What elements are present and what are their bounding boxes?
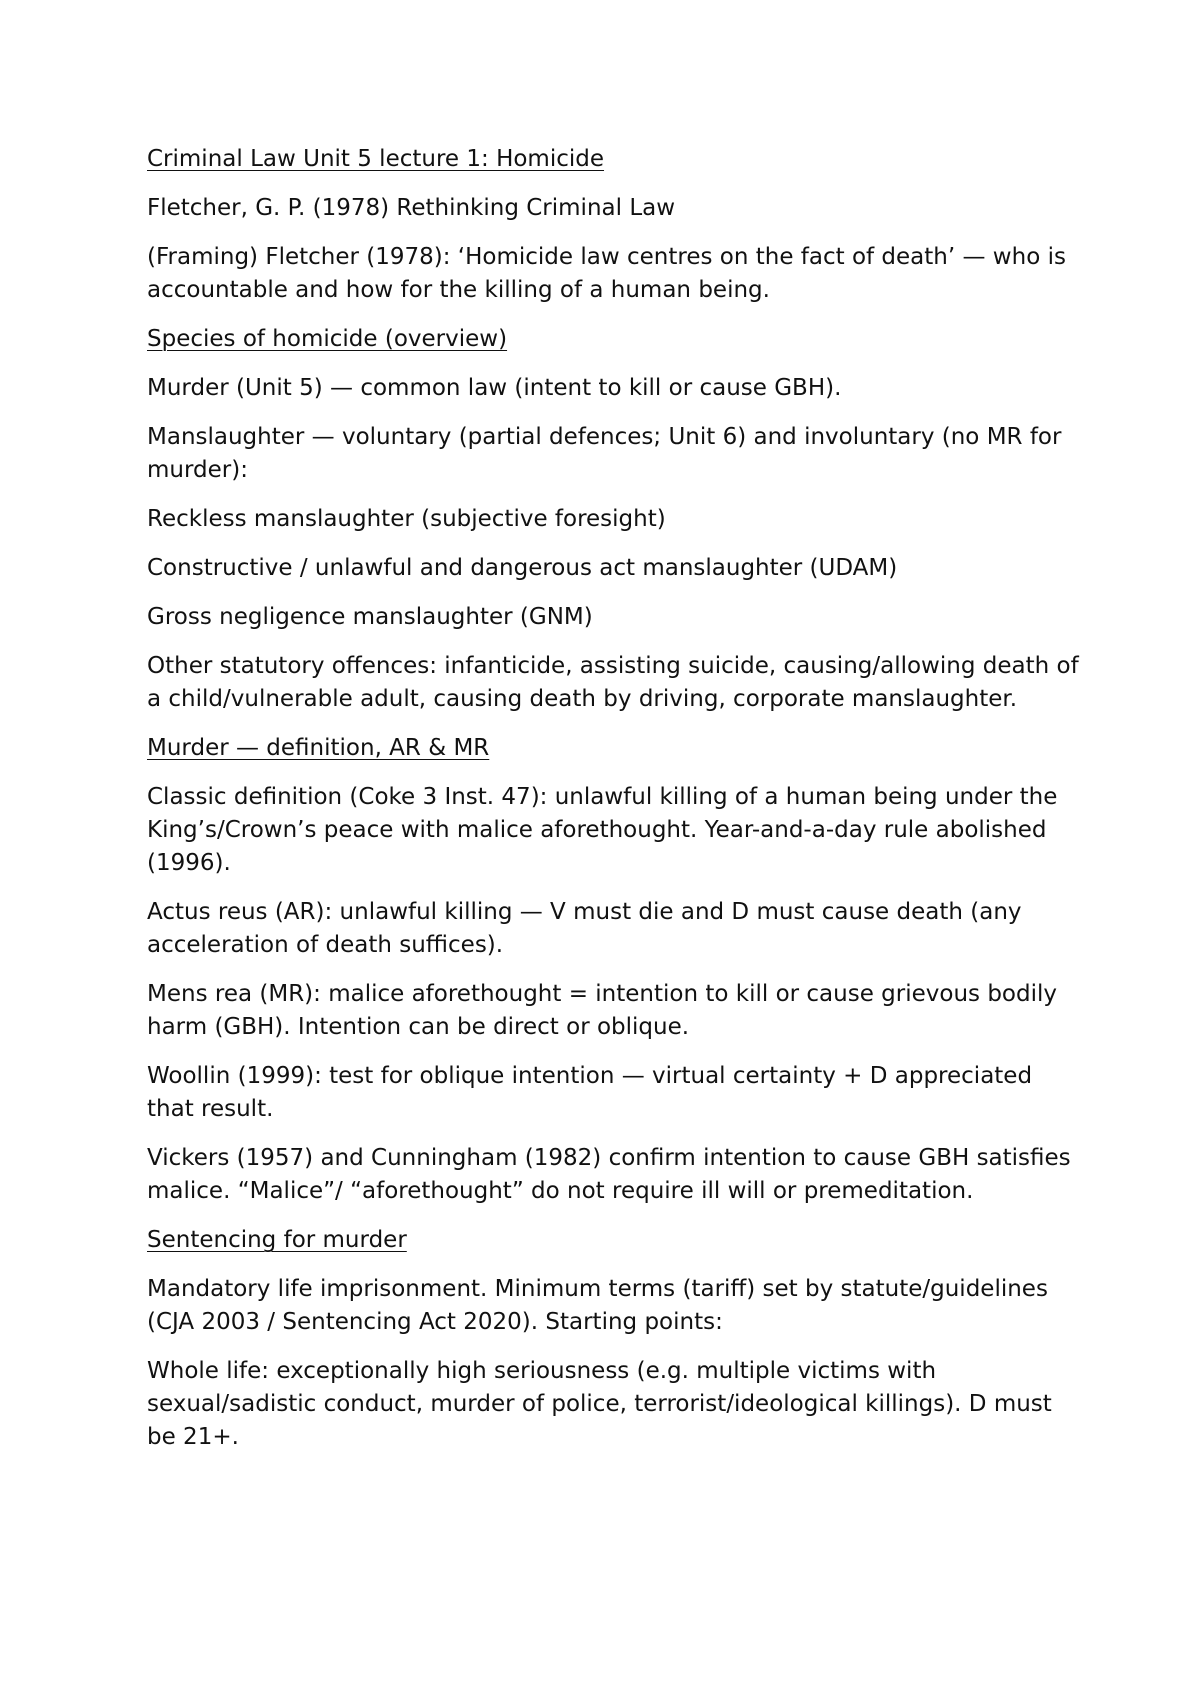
document-title: Criminal Law Unit 5 lecture 1: Homicide bbox=[147, 146, 605, 172]
body-paragraph: Whole life: exceptionally high seriousness (e.g. multiple victims with sexual/sadistic conduct, murder of police, terrorist/ideological killings). D must be 21+. bbox=[147, 1358, 1052, 1450]
section-heading-murder: Murder — definition, AR & MR bbox=[147, 735, 490, 761]
body-paragraph: Mandatory life imprisonment. Minimum terms (tariff) set by statute/guidelines (CJA 2003 / Sentencing Act 2020). Starting points: bbox=[147, 1276, 1048, 1335]
body-paragraph: Mens rea (MR): malice aforethought = intention to kill or cause grievous bodily harm (GBH). Intention can be direct or oblique. bbox=[147, 981, 1057, 1040]
section-heading-species: Species of homicide (overview) bbox=[147, 326, 508, 352]
body-paragraph: Gross negligence manslaughter (GNM) bbox=[147, 604, 593, 630]
body-paragraph: Other statutory offences: infanticide, assisting suicide, causing/allowing death of a child/vulnerable adult, causing death by driving, corporate manslaughter. bbox=[147, 653, 1079, 712]
framing-paragraph: (Framing) Fletcher (1978): ‘Homicide law centres on the fact of death’ — who is accountable and how for the killing of a human being. bbox=[147, 244, 1066, 303]
body-paragraph: Actus reus (AR): unlawful killing — V must die and D must cause death (any acceleration of death suffices). bbox=[147, 899, 1022, 958]
body-paragraph: Constructive / unlawful and dangerous act manslaughter (UDAM) bbox=[147, 555, 898, 581]
body-paragraph: Murder (Unit 5) — common law (intent to kill or cause GBH). bbox=[147, 375, 842, 401]
reference-citation: Fletcher, G. P. (1978) Rethinking Criminal Law bbox=[147, 195, 676, 221]
body-paragraph: Classic definition (Coke 3 Inst. 47): unlawful killing of a human being under the King’s/Crown’s peace with malice aforethought. Year-and-a-day rule abolished (1996). bbox=[147, 784, 1058, 876]
body-paragraph: Vickers (1957) and Cunningham (1982) confirm intention to cause GBH satisfies malice. “Malice”/ “aforethought” do not require ill will or premeditation. bbox=[147, 1145, 1071, 1204]
body-paragraph: Reckless manslaughter (subjective foresight) bbox=[147, 506, 666, 532]
body-paragraph: Manslaughter — voluntary (partial defences; Unit 6) and involuntary (no MR for murder): bbox=[147, 424, 1062, 483]
section-heading-sentencing: Sentencing for murder bbox=[147, 1227, 407, 1253]
body-paragraph: Woollin (1999): test for oblique intention — virtual certainty + D appreciated that result. bbox=[147, 1063, 1033, 1122]
